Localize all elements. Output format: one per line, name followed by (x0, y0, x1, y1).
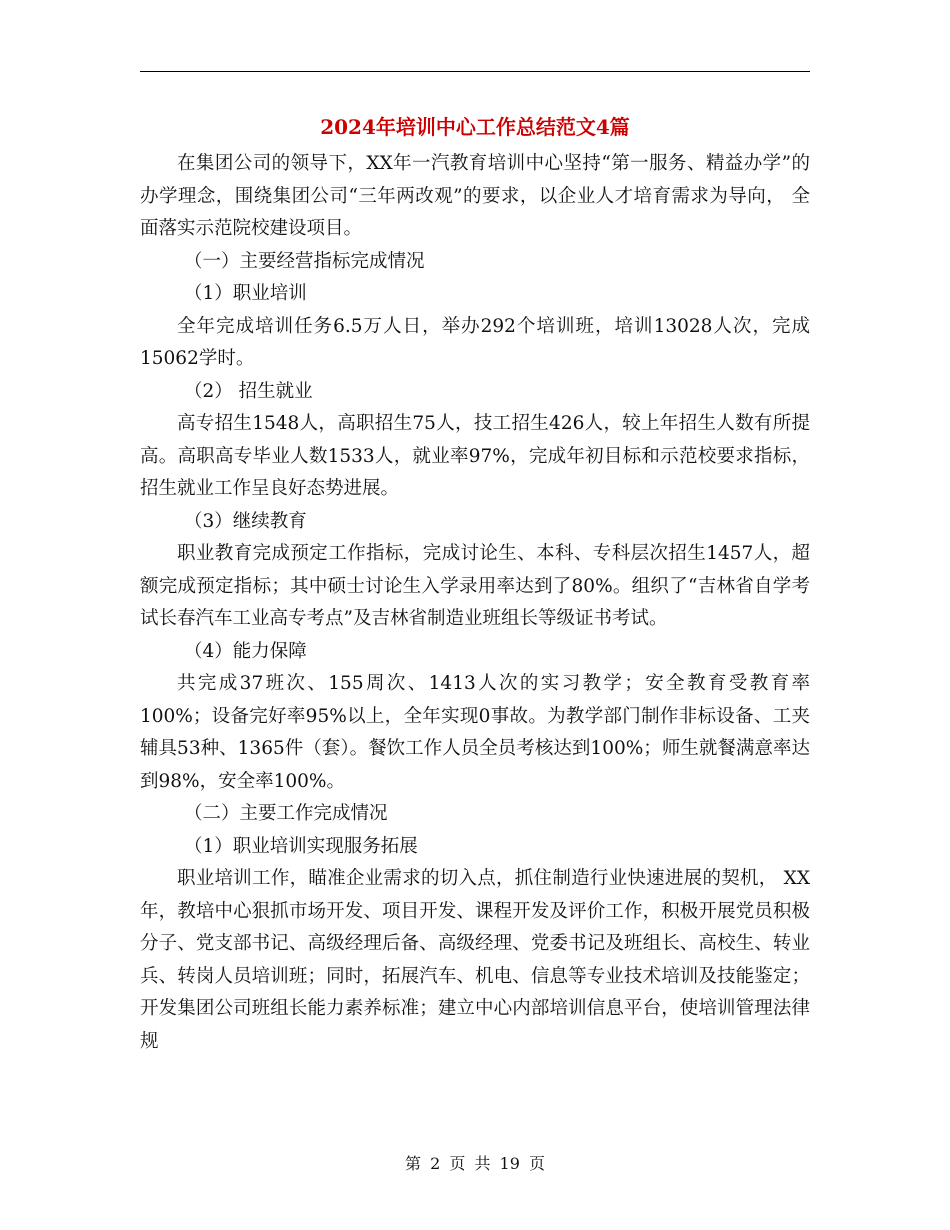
document-title: 2024年培训中心工作总结范文4篇 (320, 115, 630, 139)
paragraph-intro: 在集团公司的领导下，XX年一汽教育培训中心坚持“第一服务、精益办学”的办学理念，围绕集团公司“三年两改观”的要求，以企业人才培育需求为导向， 全面落实示范院校建设项目。 (140, 153, 810, 239)
paragraph-vocational-training: 全年完成培训任务6.5万人日，举办292个培训班，培训13028人次，完成15062学时。 (140, 315, 810, 369)
section-heading-main-work: （二）主要工作完成情况 (184, 803, 388, 824)
paragraph-capacity-support: 共完成37班次、155周次、1413人次的实习教学；安全教育受教育率100%；设备完好率95%以上，全年实现0事故。为教学部门制作非标设备、工夹辅具53种、1365件（套）。餐饮工作人员全员考核达到100%；师生就餐满意率达到98%，安全率100%。 (140, 673, 810, 792)
subheading-continuing-education: （3）继续教育 (184, 510, 307, 532)
section-heading-indicators: （一）主要经营指标完成情况 (184, 250, 425, 272)
page-number-footer: 第 2 页 共 19 页 (405, 1154, 545, 1173)
subheading-enrollment: （2） 招生就业 (184, 380, 313, 402)
document-body (140, 148, 810, 1058)
subheading-vocational-training: （1）职业培训 (184, 283, 307, 304)
paragraph-enrollment: 高专招生1548人，高职招生75人，技工招生426人，较上年招生人数有所提高。高职高专毕业人数1533人，就业率97%，完成年初目标和示范校要求指标，招生就业工作呈良好态势进展。 (140, 413, 810, 499)
paragraph-continuing-education: 职业教育完成预定工作指标，完成讨论生、本科、专科层次招生1457人，超额完成预定指标；其中硕士讨论生入学录用率达到了80%。组织了“吉林省自学考试长春汽车工业高专考点”及吉林省制造业班组长等级证书考试。 (140, 543, 810, 629)
subheading-capacity-support: （4）能力保障 (184, 640, 307, 662)
subheading-service-expansion: （1）职业培训实现服务拓展 (184, 835, 418, 857)
paragraph-service-expansion: 职业培训工作，瞄准企业需求的切入点，抓住制造行业快速进展的契机， XX年，教培中心狠抓市场开发、项目开发、课程开发及评价工作，积极开展党员积极分子、党支部书记、高级经理后备、高级经理、党委书记及班组长、高校生、转业兵、转岗人员培训班；同时，拓展汽车、机电、信息等专业技术培训及技能鉴定；开发集团公司班组长能力素养标准；建立中心内部培训信息平台，使培训管理法律规 (140, 868, 810, 1052)
header-rule (140, 71, 810, 72)
